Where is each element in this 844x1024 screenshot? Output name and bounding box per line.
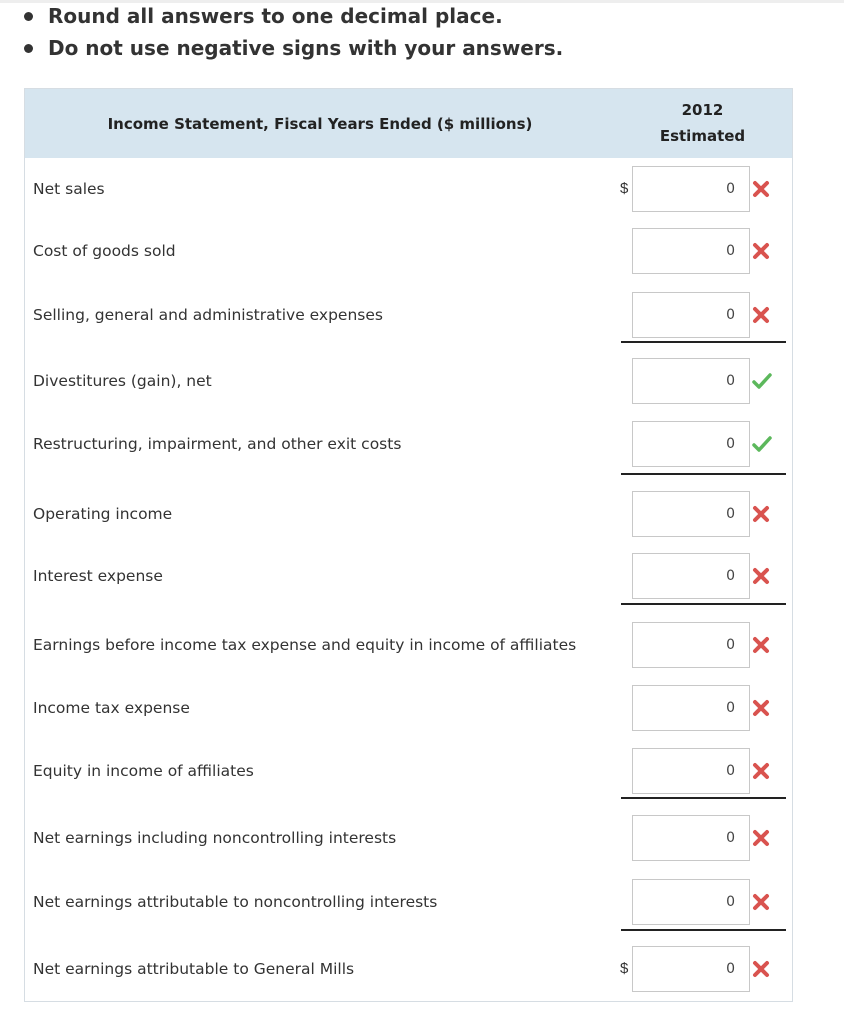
table-row	[25, 747, 792, 795]
column-year: 2012	[681, 101, 724, 119]
table-row	[25, 357, 792, 405]
answer-input[interactable]: 0	[632, 292, 750, 338]
table-row	[25, 945, 792, 993]
answer-input[interactable]: 0	[632, 685, 750, 731]
correct-check-icon	[752, 372, 770, 390]
total-rule	[621, 929, 786, 931]
incorrect-x-icon	[752, 180, 770, 198]
row-label: Net earnings attributable to noncontrolling interests	[33, 893, 438, 911]
total-rule	[621, 603, 786, 605]
total-rule	[621, 473, 786, 475]
instruction-item	[22, 0, 563, 32]
table-row	[25, 878, 792, 926]
table-header	[25, 89, 792, 158]
incorrect-x-icon	[752, 699, 770, 717]
answer-input[interactable]: 0	[632, 815, 750, 861]
answer-input[interactable]: 0	[632, 228, 750, 274]
incorrect-x-icon	[752, 893, 770, 911]
total-rule	[621, 797, 786, 799]
table-row	[25, 165, 792, 213]
table-row	[25, 291, 792, 339]
bullet-icon	[24, 44, 33, 53]
column-subheader: Estimated	[659, 127, 746, 145]
currency-symbol: $	[620, 180, 629, 197]
answer-input[interactable]: 0	[632, 166, 750, 212]
answer-input[interactable]: 0	[632, 421, 750, 467]
row-label: Net sales	[33, 180, 105, 198]
answer-input[interactable]: 0	[632, 622, 750, 668]
row-label: Cost of goods sold	[33, 242, 176, 260]
row-label: Divestitures (gain), net	[33, 372, 212, 390]
instruction-item	[22, 32, 563, 64]
correct-check-icon	[752, 435, 770, 453]
row-label: Income tax expense	[33, 699, 190, 717]
answer-input[interactable]: 0	[632, 879, 750, 925]
row-label: Selling, general and administrative expenses	[33, 306, 383, 324]
incorrect-x-icon	[752, 636, 770, 654]
table-row	[25, 552, 792, 600]
row-label: Equity in income of affiliates	[33, 762, 254, 780]
table-row	[25, 227, 792, 275]
table-row	[25, 490, 792, 538]
row-label: Net earnings attributable to General Mills	[33, 960, 355, 978]
bullet-icon	[24, 12, 33, 21]
table-row	[25, 814, 792, 862]
table-row	[25, 621, 792, 669]
answer-input[interactable]: 0	[632, 946, 750, 992]
incorrect-x-icon	[752, 306, 770, 324]
row-label: Operating income	[33, 505, 173, 523]
total-rule	[621, 341, 786, 343]
currency-symbol: $	[620, 960, 629, 977]
incorrect-x-icon	[752, 567, 770, 585]
incorrect-x-icon	[752, 960, 770, 978]
table-row	[25, 420, 792, 468]
row-label: Net earnings including noncontrolling interests	[33, 829, 397, 847]
row-label: Restructuring, impairment, and other exit costs	[33, 435, 402, 453]
instruction-text: Do not use negative signs with your answers.	[48, 36, 564, 60]
row-label: Interest expense	[33, 567, 163, 585]
incorrect-x-icon	[752, 829, 770, 847]
incorrect-x-icon	[752, 242, 770, 260]
table-row	[25, 684, 792, 732]
answer-input[interactable]: 0	[632, 491, 750, 537]
answer-input[interactable]: 0	[632, 553, 750, 599]
incorrect-x-icon	[752, 505, 770, 523]
instructions-list	[22, 0, 563, 64]
income-statement-table	[24, 88, 793, 1002]
answer-input[interactable]: 0	[632, 748, 750, 794]
column-header	[635, 97, 770, 149]
instruction-text: Round all answers to one decimal place.	[48, 4, 503, 28]
table-title: Income Statement, Fiscal Years Ended ($ millions)	[107, 114, 533, 133]
incorrect-x-icon	[752, 762, 770, 780]
answer-input[interactable]: 0	[632, 358, 750, 404]
row-label: Earnings before income tax expense and equity in income of affiliates	[33, 636, 577, 654]
